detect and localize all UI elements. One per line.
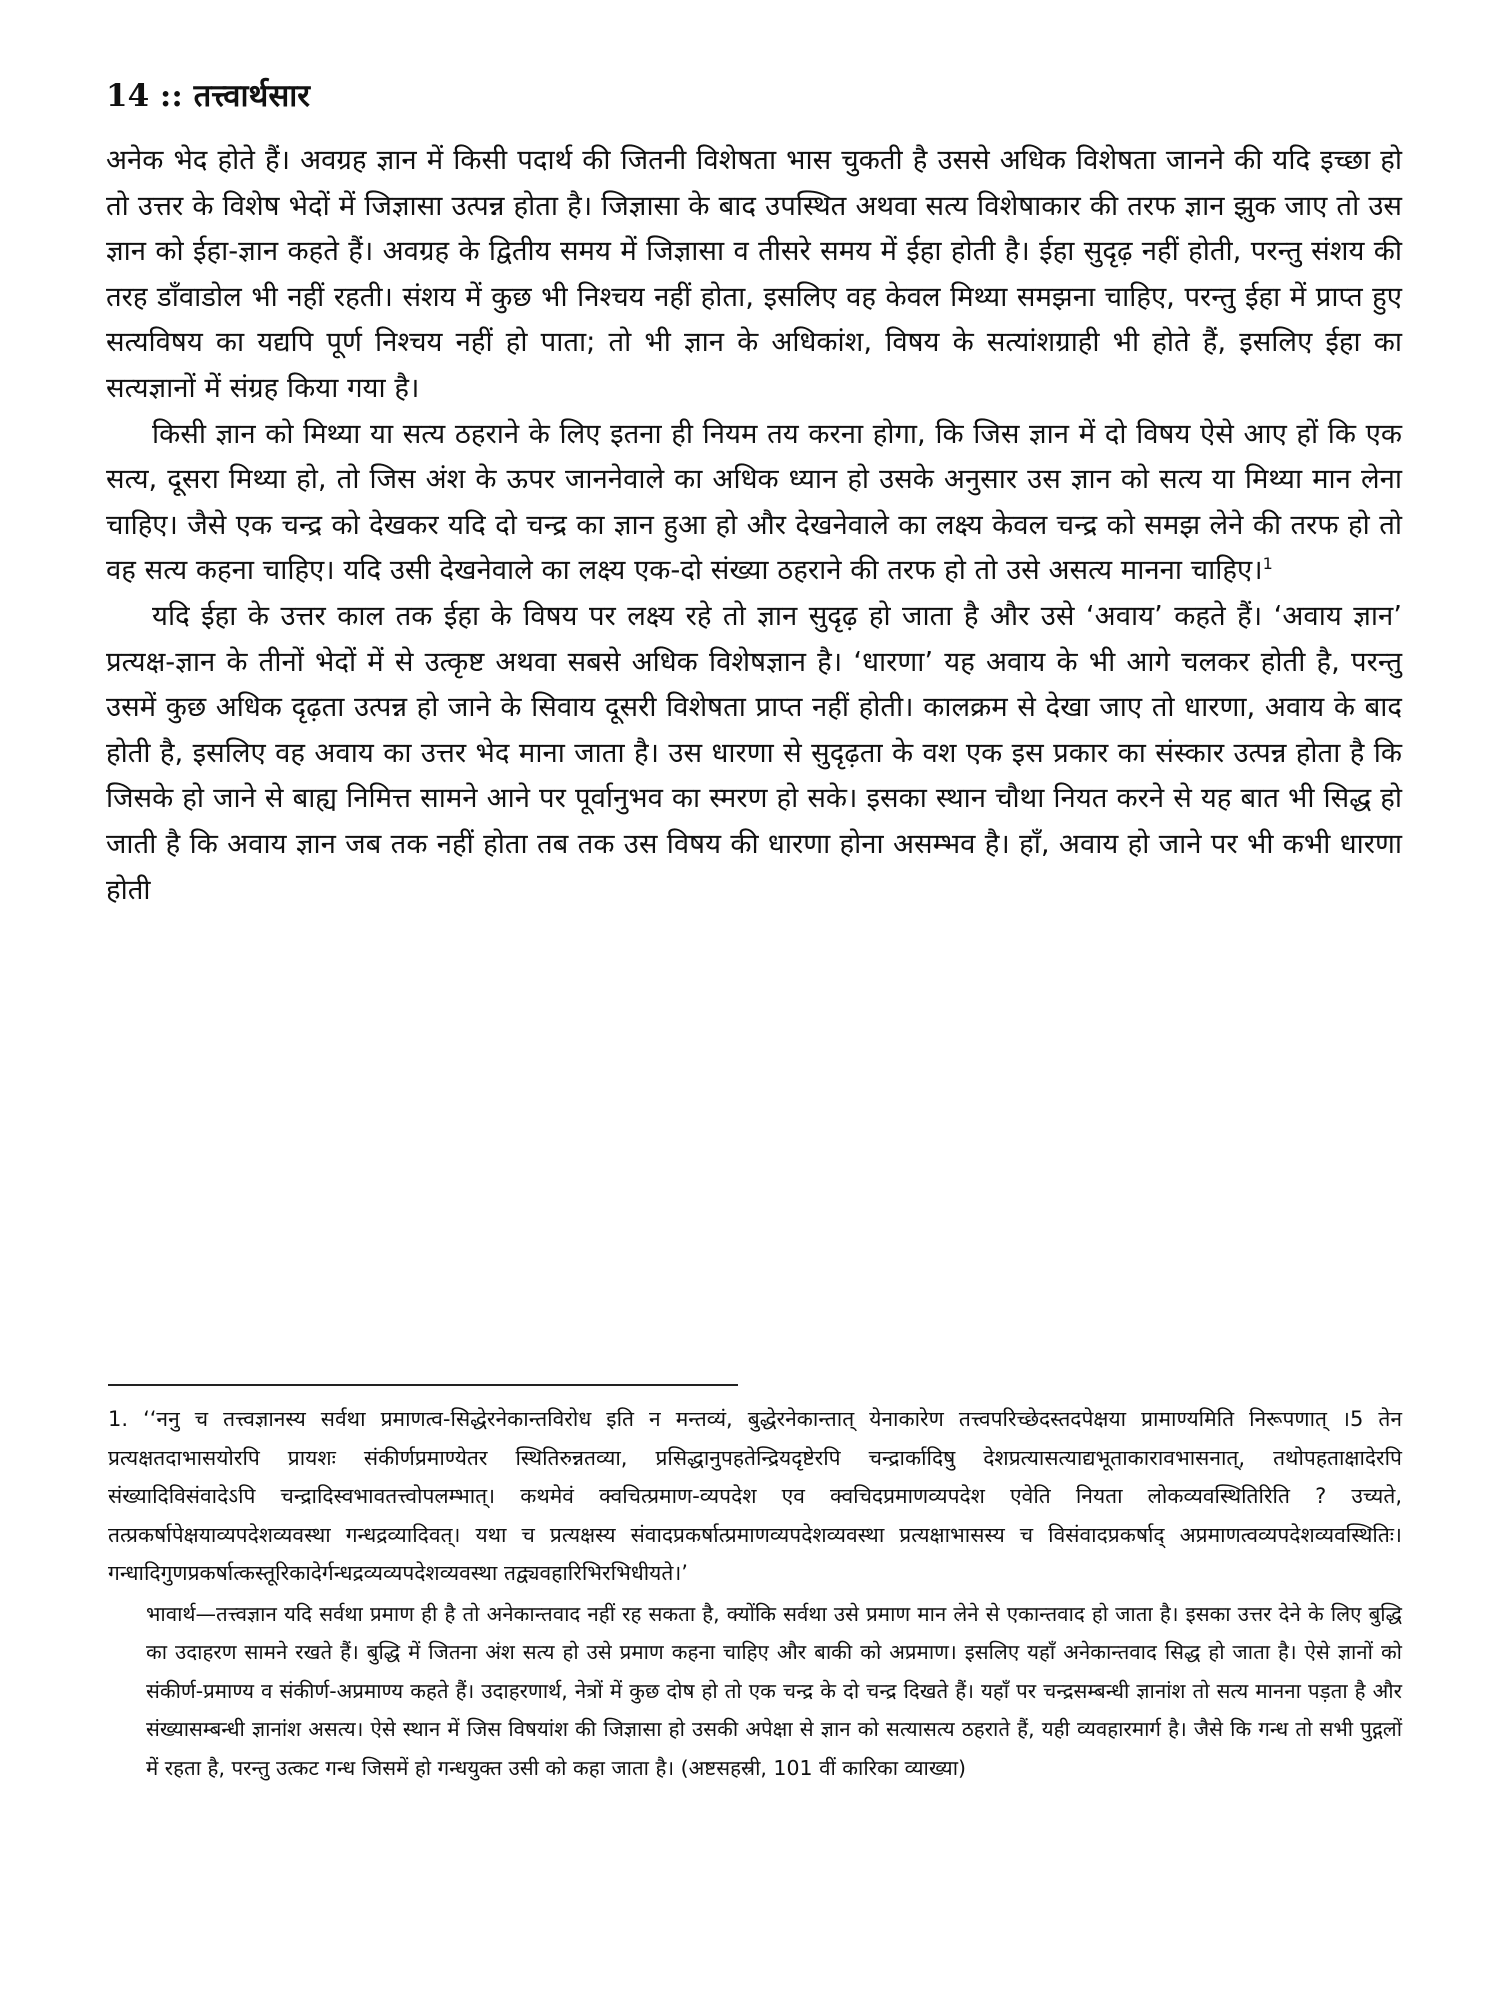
running-head: 14 :: तत्त्वार्थसार: [106, 78, 310, 114]
paragraph-2-text: किसी ज्ञान को मिथ्या या सत्य ठहराने के लिए इतना ही नियम तय करना होगा, कि जिस ज्ञान में दो विषय ऐसे आए हों कि एक सत्य, दूसरा मिथ्या हो, तो जिस अंश के ऊपर जाननेवाले का अधिक ध्यान हो उसके अनुसार उस ज्ञान को सत्य या मिथ्या मान लेना चाहिए। जैसे एक चन्द्र को देखकर यदि दो चन्द्र का ज्ञान हुआ हो और देखनेवाले का लक्ष्य केवल चन्द्र को समझ लेने की तरफ हो तो वह सत्य कहना चाहिए। यदि उसी देखनेवाले का लक्ष्य एक-दो संख्या ठहराने की तरफ हो तो उसे असत्य मानना चाहिए।: [106, 417, 1402, 587]
paragraph-2: [106, 412, 1402, 594]
footnote-divider: [108, 1384, 738, 1386]
main-text: [106, 138, 1402, 913]
paragraph-1: अनेक भेद होते हैं। अवग्रह ज्ञान में किसी पदार्थ की जितनी विशेषता भास चुकती है उससे अधिक विशेषता जानने की यदि इच्छा हो तो उत्तर के विशेष भेदों में जिज्ञासा उत्पन्न होता है। जिज्ञासा के बाद उपस्थित अथवा सत्य विशेषाकार की तरफ ज्ञान झुक जाए तो उस ज्ञान को ईहा-ज्ञान कहते हैं। अवग्रह के द्वितीय समय में जिज्ञासा व तीसरे समय में ईहा होती है। ईहा सुदृढ़ नहीं होती, परन्तु संशय की तरह डाँवाडोल भी नहीं रहती। संशय में कुछ भी निश्चय नहीं होता, इसलिए वह केवल मिथ्या समझना चाहिए, परन्तु ईहा में प्राप्त हुए सत्यविषय का यद्यपि पूर्ण निश्चय नहीं हो पाता; तो भी ज्ञान के अधिकांश, विषय के सत्यांशग्राही भी होते हैं, इसलिए ईहा का सत्यज्ञानों में संग्रह किया गया है।: [106, 144, 1402, 404]
footnote: [108, 1400, 1402, 1787]
footnote-marker: 1: [1262, 554, 1273, 574]
paragraph-3: यदि ईहा के उत्तर काल तक ईहा के विषय पर लक्ष्य रहे तो ज्ञान सुदृढ़ हो जाता है और उसे ‘अवाय’ कहते हैं। ‘अवाय ज्ञान’ प्रत्यक्ष-ज्ञान के तीनों भेदों में से उत्कृष्ट अथवा सबसे अधिक विशेषज्ञान है। ‘धारणा’ यह अवाय के भी आगे चलकर होती है, परन्तु उसमें कुछ अधिक दृढ़ता उत्पन्न हो जाने के सिवाय दूसरी विशेषता प्राप्त नहीं होती। कालक्रम से देखा जाए तो धारणा, अवाय के बाद होती है, इसलिए वह अवाय का उत्तर भेद माना जाता है। उस धारणा से सुदृढ़ता के वश एक इस प्रकार का संस्कार उत्पन्न होता है कि जिसके हो जाने से बाह्य निमित्त सामने आने पर पूर्वानुभव का स्मरण हो सके। इसका स्थान चौथा नियत करने से यह बात भी सिद्ध हो जाती है कि अवाय ज्ञान जब तक नहीं होता तब तक उस विषय की धारणा होना असम्भव है। हाँ, अवाय हो जाने पर भी कभी धारणा होती: [106, 599, 1402, 906]
footnote-bhavarth: भावार्थ—तत्त्वज्ञान यदि सर्वथा प्रमाण ही है तो अनेकान्तवाद नहीं रह सकता है, क्योंकि सर्वथा उसे प्रमाण मान लेने से एकान्तवाद हो जाता है। इसका उत्तर देने के लिए बुद्धि का उदाहरण सामने रखते हैं। बुद्धि में जितना अंश सत्य हो उसे प्रमाण कहना चाहिए और बाकी को अप्रमाण। इसलिए यहाँ अनेकान्तवाद सिद्ध हो जाता है। ऐसे ज्ञानों को संकीर्ण-प्रमाण्य व संकीर्ण-अप्रमाण्य कहते हैं। उदाहरणार्थ, नेत्रों में कुछ दोष हो तो एक चन्द्र के दो चन्द्र दिखते हैं। यहाँ पर चन्द्रसम्बन्धी ज्ञानांश तो सत्य मानना पड़ता है और संख्यासम्बन्धी ज्ञानांश असत्य। ऐसे स्थान में जिस विषयांश की जिज्ञासा हो उसकी अपेक्षा से ज्ञान को सत्यासत्य ठहराते हैं, यही व्यवहारमार्ग है। जैसे कि गन्ध तो सभी पुद्गलों में रहता है, परन्तु उत्कट गन्ध जिसमें हो गन्धयुक्त उसी को कहा जाता है। (अष्टसहस्री, 101 वीं कारिका व्याख्या): [146, 1601, 1402, 1780]
footnote-sanskrit-quote: 1. ‘‘ननु च तत्त्वज्ञानस्य सर्वथा प्रमाणत्व-सिद्धेरनेकान्तविरोध इति न मन्तव्यं, बुद्धेरनेकान्तात् येनाकारेण तत्त्वपरिच्छेदस्तदपेक्षया प्रामाण्यमिति निरूपणात् ।5 तेन प्रत्यक्षतदाभासयोरपि प्रायशः संकीर्णप्रमाण्येतर स्थितिरुन्नतव्या, प्रसिद्धानुपहतेन्द्रियदृष्टेरपि चन्द्रार्कादिषु देशप्रत्यासत्याद्यभूताकारावभासनात्, तथोपहताक्षादेरपि संख्यादिविसंवादेऽपि चन्द्रादिस्वभावतत्त्वोपलम्भात्। कथमेवं क्वचित्प्रमाण-व्यपदेश एव क्वचिदप्रमाणव्यपदेश एवेति नियता लोकव्यवस्थितिरिति ? उच्यते, तत्प्रकर्षापेक्षयाव्यपदेशव्यवस्था गन्धद्रव्यादिवत्। यथा च प्रत्यक्षस्य संवादप्रकर्षात्प्रमाणव्यपदेशव्यवस्था प्रत्यक्षाभासस्य च विसंवादप्रकर्षाद् अप्रमाणत्वव्यपदेशव्यवस्थितिः। गन्धादिगुणप्रकर्षात्कस्तूरिकादेर्गन्धद्रव्यव्यपदेशव्यवस्था तद्व्यवहारिभिरभिधीयते।’: [108, 1407, 1402, 1585]
